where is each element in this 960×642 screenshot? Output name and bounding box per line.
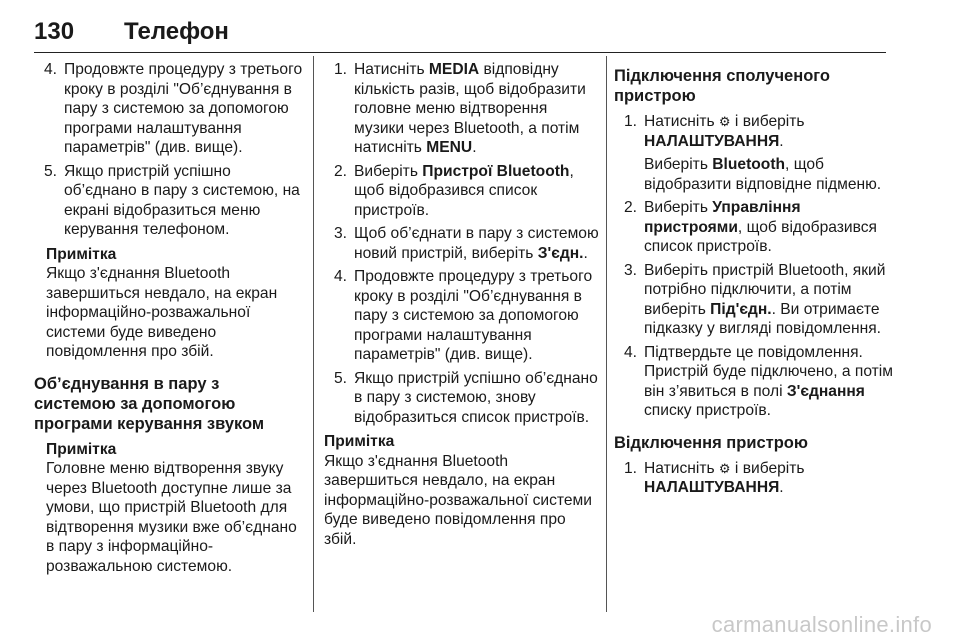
list-item: 3. Виберіть пристрій Bluetooth, який потрібно підключити, а потім виберіть Під'єдн.. Ви отримаєте підказку у вигляді повідомлення. [624, 261, 886, 337]
note [34, 440, 304, 577]
column-divider-2 [606, 56, 607, 612]
list-item: 4. Підтвердьте це повідомлення. Пристрій буде підключено, а потім він з’явиться в полі З'єднання списку пристроїв. [624, 343, 893, 419]
list-item: 2. Виберіть Пристрої Bluetooth, щоб відобразився список пристроїв. [334, 162, 574, 219]
list-item: 5. Якщо пристрій успішно об’єднано в пару з системою, знову відобразиться список пристроїв. [334, 369, 598, 426]
list-item: 1. Натисніть ⚙ і виберіть НАЛАШТУВАННЯ. [624, 459, 805, 496]
note [34, 245, 304, 362]
note-title: Примітка [46, 245, 117, 263]
note-text: Головне меню відтворення звуку через Bluetooth доступне лише за умови, що пристрій Bluetooth для відтворення музики вже об’єднано в пару з інформаційно-розважальною системою. [46, 460, 297, 575]
section-heading: Об’єднування в пару з системою за допомогою програми керування звуком [34, 374, 265, 433]
list-item: 3. Щоб об’єднати в пару з системою новий пристрій, виберіть З'єдн.. [334, 225, 599, 262]
page-title: Телефон [124, 18, 229, 45]
note-title: Примітка [46, 440, 117, 458]
gear-icon: ⚙ [718, 114, 731, 129]
list-item: 5. Якщо пристрій успішно об’єднано в пару з системою, на екрані відобразиться меню керування телефоном. [44, 162, 300, 238]
paragraph: Виберіть Bluetooth, щоб відобразити відповідне підменю. [644, 156, 882, 193]
watermark: carmanualsonline.info [711, 612, 932, 637]
column-1 [34, 60, 304, 576]
note-text: Якщо з'єднання Bluetooth завершиться невдало, на екран інформаційно-розважальної системи буде виведено повідомлення про збій. [46, 265, 278, 360]
note-text: Якщо з'єднання Bluetooth завершиться невдало, на екран інформаційно-розважальної системи буде виведено повідомлення про збій. [324, 452, 592, 548]
section-heading: Підключення сполученого пристрою [614, 67, 831, 105]
page-header [34, 18, 886, 53]
list-item: 4. Продовжте процедуру з третього кроку в розділі "Об’єднування в пару з системою за допомогою програми налаштування параметрів" (див. вище). [334, 268, 593, 363]
column-divider-1 [313, 56, 314, 612]
column-3 [614, 60, 899, 502]
page-number: 130 [34, 18, 75, 45]
note-title: Примітка [324, 433, 395, 450]
list-item: 2. Виберіть Управління пристроями, щоб відобразився список пристроїв. [624, 199, 877, 255]
note [324, 432, 600, 549]
list-item: 1. Натисніть ⚙ і виберіть НАЛАШТУВАННЯ. [624, 113, 805, 150]
list-item: 1. Натисніть MEDIA відповідну кількість разів, щоб відобразити головне меню відтворення музики через Bluetooth, а потім натисніть MENU. [334, 61, 586, 156]
list-item: 4. Продовжте процедуру з третього кроку в розділі "Об’єднування в пару з системою за допомогою програми налаштування параметрів" (див. вище). [44, 61, 303, 156]
section-heading: Відключення пристрою [614, 433, 808, 452]
column-2 [324, 60, 600, 549]
gear-icon: ⚙ [718, 460, 731, 476]
